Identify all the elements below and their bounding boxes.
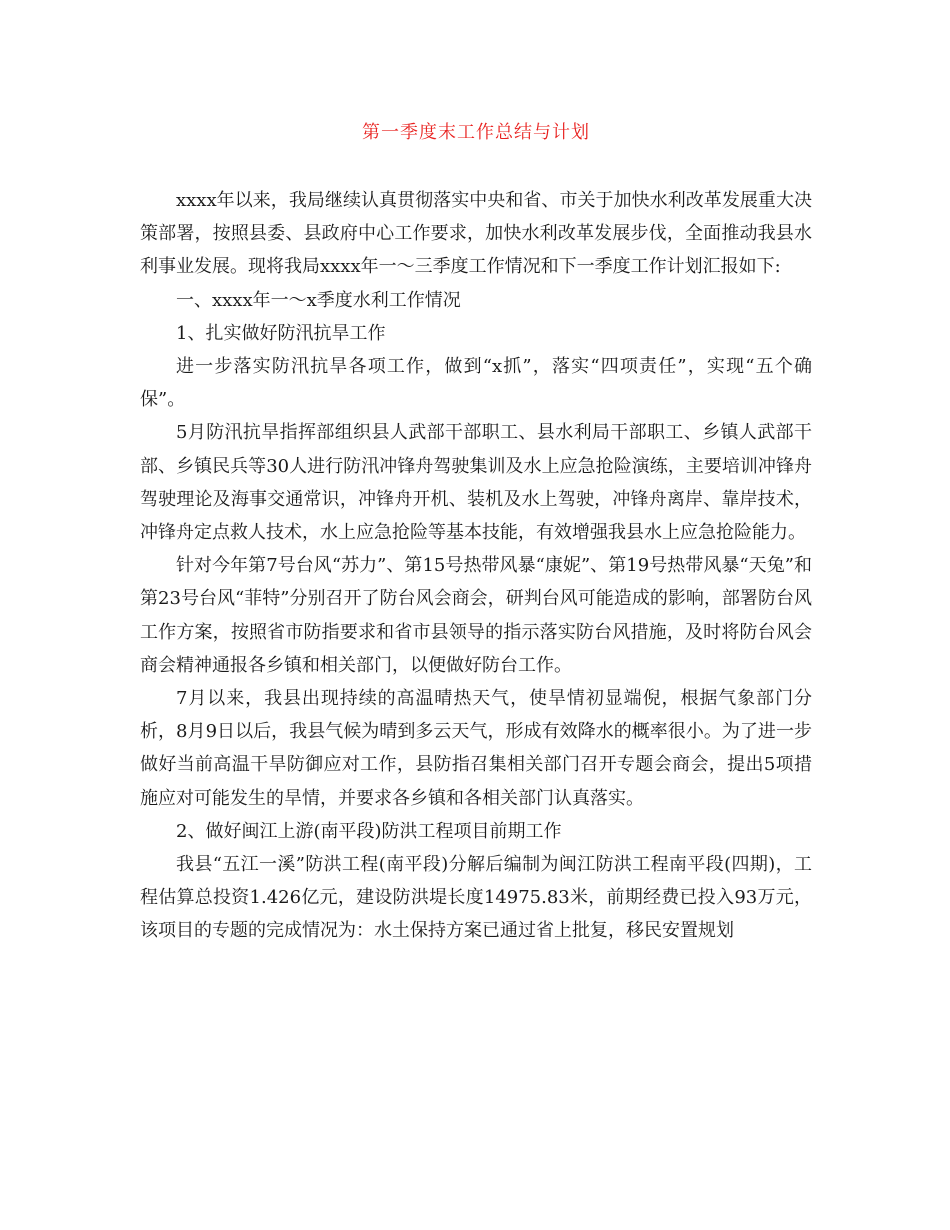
paragraph: 我县“五江一溪”防洪工程(南平段)分解后编制为闽江防洪工程南平段(四期)，工程估算总投资1.426亿元，建设防洪堤长度14975.83米，前期经费已投入93万元，该项目的专题的完成情况为：水土保持方案已通过省上批复，移民安置规划 <box>140 854 812 942</box>
document-title: 第一季度末工作总结与计划 <box>362 122 590 143</box>
document-page <box>140 118 812 948</box>
paragraph: 针对今年第7号台风“苏力”、第15号热带风暴“康妮”、第19号热带风暴“天兔”和第23号台风“菲特”分别召开了防台风会商会，研判台风可能造成的影响，部署防台风工作方案，按照省市防指要求和省市县领导的指示落实防台风措施，及时将防台风会商会精神通报各乡镇和相关部门，以便做好防台工作。 <box>140 555 812 676</box>
paragraph: 5月防汛抗旱指挥部组织县人武部干部职工、县水利局干部职工、乡镇人武部干部、乡镇民兵等30人进行防汛冲锋舟驾驶集训及水上应急抢险演练，主要培训冲锋舟驾驶理论及海事交通常识，冲锋舟开机、装机及水上驾驶，冲锋舟离岸、靠岸技术，冲锋舟定点救人技术，水上应急抢险等基本技能，有效增强我县水上应急抢险能力。 <box>140 422 812 544</box>
subsection-heading-1: 1、扎实做好防汛抗旱工作 <box>176 322 386 344</box>
subsection-heading-2: 2、做好闽江上游(南平段)防洪工程项目前期工作 <box>176 820 562 842</box>
section-heading-1: 一、xxxx年一～x季度水利工作情况 <box>176 289 461 311</box>
paragraph: 进一步落实防汛抗旱各项工作，做到“x抓”，落实“四项责任”，实现“五个确保”。 <box>140 356 812 411</box>
intro-paragraph: xxxx年以来，我局继续认真贯彻落实中央和省、市关于加快水利改革发展重大决策部署，按照县委、县政府中心工作要求，加快水利改革发展步伐，全面推动我县水利事业发展。现将我局xxxx年一～三季度工作情况和下一季度工作计划汇报如下: <box>140 190 812 278</box>
document-body <box>140 184 812 948</box>
paragraph: 7月以来，我县出现持续的高温晴热天气，使旱情初显端倪，根据气象部门分析，8月9日以后，我县气候为晴到多云天气，形成有效降水的概率很小。为了进一步做好当前高温干旱防御应对工作，县防指召集相关部门召开专题会商会，提出5项措施应对可能发生的旱情，并要求各乡镇和各相关部门认真落实。 <box>140 688 812 809</box>
